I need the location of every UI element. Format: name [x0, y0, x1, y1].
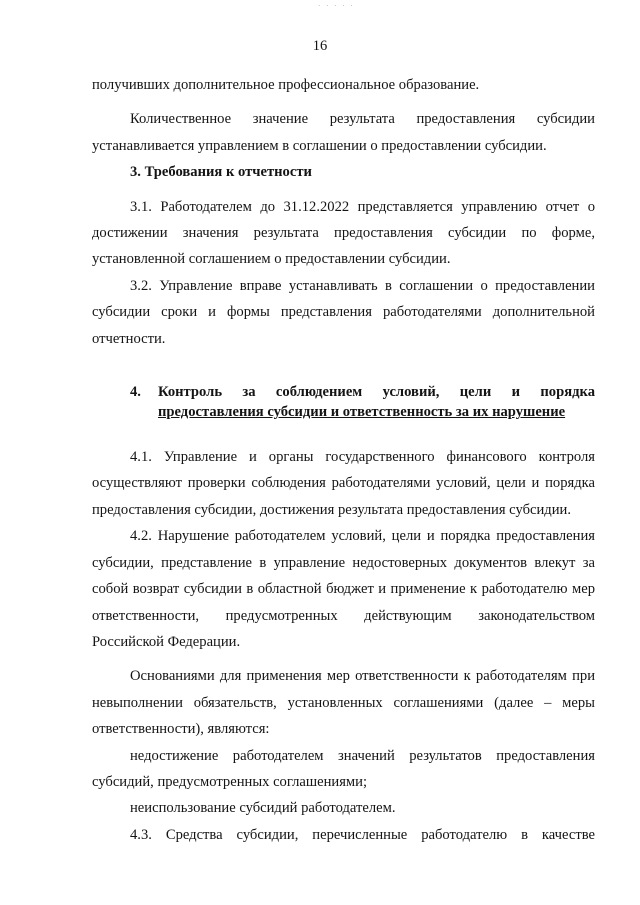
paragraph-4-2: 4.2. Нарушение работодателем условий, цели и порядка предоставления субсидии, представление в управление недостоверных документов влекут за собой возврат субсидии в областной бюджет и применение к работодателю мер ответственности, предусмотренных действующим законодательством Российской Федерации.: [92, 528, 595, 650]
section-heading-4-line2: предоставления субсидии и ответственность за их нарушение: [158, 404, 566, 421]
paragraph-result-value: Количественное значение результата предоставления субсидии устанавливается управлением в соглашении о предоставлении субсидии.: [92, 111, 595, 154]
scan-artifact-marks: · · · · ·: [318, 2, 355, 10]
document-body: [92, 72, 595, 848]
section-heading-4-text: [158, 382, 595, 422]
paragraph-4-3: 4.3. Средства субсидии, перечисленные работодателю в качестве: [130, 826, 595, 843]
section-heading-4-number: 4.: [130, 384, 141, 401]
section-heading-4-line1: Контроль за соблюдением условий, цели и порядка: [158, 384, 595, 401]
paragraph-4-1: 4.1. Управление и органы государственного финансового контроля осуществляют проверки соблюдения работодателями условий, цели и порядка предоставления субсидии, достижения результата предоставления субсидии.: [92, 449, 595, 518]
section-heading-3: 3. Требования к отчетности: [130, 164, 312, 181]
paragraph-grounds: Основаниями для применения мер ответственности к работодателям при невыполнении обязательств, установленных соглашениями (далее – меры ответственности), являются:: [92, 668, 595, 738]
list-item-nonuse: неиспользование субсидий работодателем.: [130, 800, 396, 817]
paragraph-3-1: 3.1. Работодателем до 31.12.2022 представляется управлению отчет о достижении значения результата предоставления субсидии по форме, установленной соглашением о предоставлении субсидии.: [92, 198, 595, 268]
paragraph-3-2: 3.2. Управление вправе устанавливать в соглашении о предоставлении субсидии сроки и формы представления работодателями дополнительной отчетности.: [92, 277, 595, 347]
page-number: 16: [312, 38, 328, 54]
paragraph-continuation: получивших дополнительное профессиональное образование.: [92, 77, 480, 93]
list-item-nonachievement: недостижение работодателем значений результатов предоставления субсидий, предусмотренных соглашениями;: [92, 747, 595, 790]
section-heading-4: [92, 382, 595, 422]
